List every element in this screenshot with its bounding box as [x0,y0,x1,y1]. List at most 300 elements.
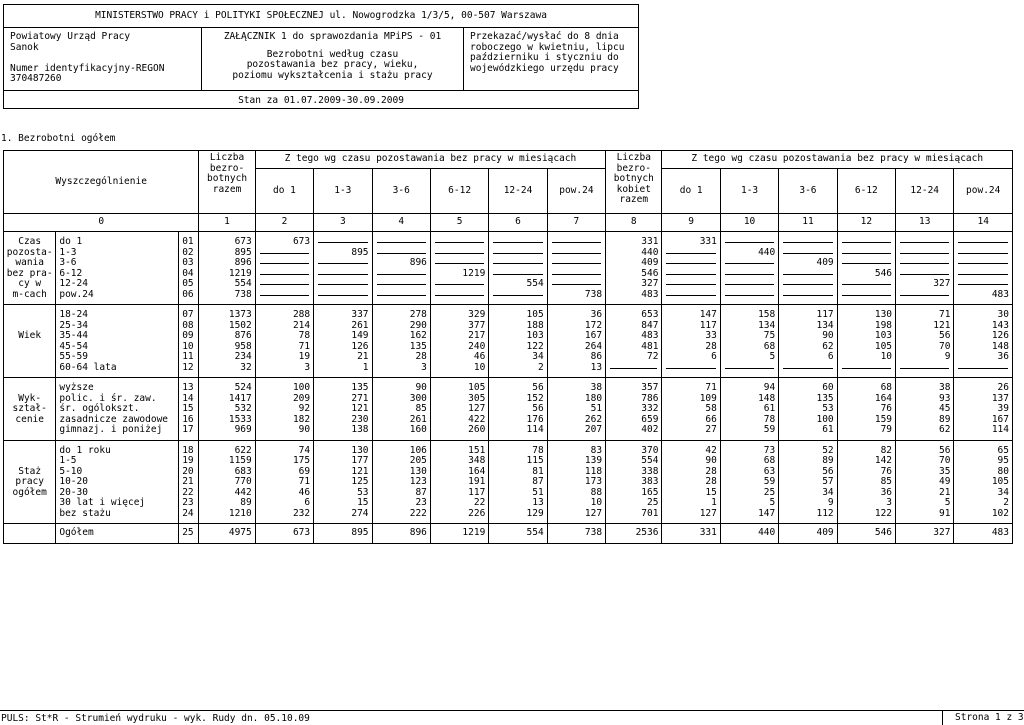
value-cell-line: 177 [351,455,369,466]
row-number-line: 11 [182,351,194,362]
empty-dash [377,248,426,254]
value-cell-line: 68 [763,340,776,352]
value-cell-line: 100 [816,413,834,425]
empty-dash [493,290,542,296]
value-cell-line: 261 [351,319,369,331]
value-cell-line: 332 [641,403,659,414]
total-value: 673 [255,524,313,544]
table-group-row [4,232,1013,305]
value-cell-line: 214 [292,319,311,331]
report-title-2: pozostawania bez pracy, wieku, [246,59,419,70]
value-cell-line: 121 [351,403,369,414]
value-cell-line: 9 [827,497,834,508]
value-cell-line [259,279,310,290]
row-name-line: śr. ogólokszt. [59,403,140,414]
value-cell-line: 142 [874,455,893,466]
value-cell-line: 85 [880,476,893,487]
value-cell-line [957,363,1009,374]
value-cell-line: 75 [763,330,776,341]
row-number-line: 18 [182,444,194,456]
row-number-line: 08 [182,319,194,331]
empty-dash [842,363,891,369]
send-line: Przekazać/wysłać do 8 dnia [470,31,619,42]
group-label [4,232,56,305]
empty-dash [842,248,891,254]
value-cell-line: 122 [874,507,893,519]
value-cell-line: 958 [234,340,252,352]
empty-dash [260,269,309,275]
value-cell [606,440,662,524]
value-cell-line: 1 [711,497,717,508]
value-cell-line: 71 [298,476,311,487]
total-value: 4975 [199,524,255,544]
value-cell-line: 232 [292,507,311,519]
value-cell-line: 28 [705,340,717,352]
ministry-line: MINISTERSTWO PRACY i POLITYKI SPOŁECZNEJ ul. Nowogrodzka 1/3/5, 00-507 Warszawa [4,5,638,28]
group-label [4,305,56,378]
value-cell [430,440,488,524]
value-cell-line: 86 [590,351,603,362]
column-number: 3 [314,214,372,232]
value-cell-line [492,248,543,259]
column-number: 12 [837,214,895,232]
column-number: 10 [720,214,778,232]
value-cell [837,232,895,305]
value-cell-line [259,258,310,269]
value-cell [314,232,372,305]
value-cell-line: 409 [641,257,659,268]
empty-dash [725,290,774,296]
value-cell-line [957,279,1009,290]
value-cell-line: 173 [584,476,603,487]
value-cell-line: 290 [409,319,427,331]
value-cell-line: 105 [991,476,1009,487]
month-header: 3-6 [372,169,430,214]
value-cell-line: 165 [641,486,659,498]
value-cell-line [841,363,892,374]
row-number-line: 24 [182,507,194,519]
footer-print-info: PULS: St*R - Strumień wydruku - wyk. Rudy dn. 05.10.09 [1,713,310,724]
value-cell-line: 51 [590,403,603,414]
report-title-3: poziomu wykształcenia i stażu pracy [232,69,433,81]
row-number-line: 04 [182,267,194,279]
value-cell-line: 21 [938,486,951,498]
value-cell-line: 10 [473,361,486,373]
value-cell-line: 483 [641,330,659,341]
empty-dash [842,258,891,264]
value-cell-line: 28 [705,476,717,487]
value-cell [547,378,605,441]
value-cell-line: 895 [351,246,369,258]
value-cell-line: 175 [292,455,311,466]
column-number: 1 [199,214,255,232]
empty-dash [435,279,484,285]
empty-dash [725,237,774,243]
empty-dash [725,269,774,275]
value-cell-line: 701 [641,507,659,519]
row-name-line: 45-54 [59,340,88,352]
value-cell [372,440,430,524]
value-cell-line: 260 [468,424,486,435]
value-cell-line: 130 [351,444,369,456]
value-cell-line: 409 [816,257,834,268]
value-cell-line: 1210 [228,507,252,519]
value-cell [837,305,895,378]
value-cell-line: 78 [763,413,776,425]
row-number-line: 23 [182,497,194,508]
value-cell-line: 106 [409,444,427,456]
value-cell-line: 327 [641,278,659,289]
value-cell-line: 72 [647,351,659,362]
group-label-line: pracy [15,476,44,487]
value-cell [255,378,313,441]
value-cell-line [434,248,485,259]
women-header [606,151,662,214]
value-cell-line: 135 [351,382,369,393]
empty-dash [842,279,891,285]
row-number [179,440,199,524]
value-cell [199,440,255,524]
value-cell-line: 440 [641,246,659,258]
row-number-line: 16 [182,413,194,425]
value-cell-line: 89 [822,455,834,466]
value-cell-line [841,237,892,248]
group-label-line: pozosta- [6,246,53,258]
spec-header: Wyszczególnienie [4,151,199,214]
empty-dash [377,279,426,285]
value-cell-line: 117 [468,486,486,498]
title-cell [202,27,464,90]
value-cell [662,440,720,524]
value-cell-line: 53 [822,403,834,414]
empty-dash [493,269,542,275]
months-group-header: Z tego wg czasu pozostawania bez pracy w miesiącach [255,151,605,169]
value-cell-line: 83 [590,444,603,456]
row-name-line: wyższe [59,382,94,393]
value-cell-line: 36 [997,351,1009,362]
value-cell-line: 34 [997,486,1009,498]
value-cell-line: 5 [769,351,776,362]
value-cell [837,440,895,524]
value-cell-line: 554 [526,278,544,289]
value-cell-line: 546 [874,267,893,279]
value-cell-line: 36 [590,309,603,320]
row-number-line: 13 [182,382,194,393]
value-cell-line [724,290,775,301]
value-cell-line [551,269,602,280]
value-cell-line: 13 [590,361,603,373]
value-cell-line [957,269,1009,280]
value-cell-line: 6 [711,351,717,362]
value-cell-line [724,279,775,290]
value-cell-line: 39 [997,403,1009,414]
column-number: 4 [372,214,430,232]
empty-dash [783,363,832,369]
row-number [179,378,199,441]
value-cell-line: 27 [705,424,717,435]
row-name-line: zasadnicze zawodowe [59,413,169,425]
value-cell-line: 1533 [228,413,252,425]
value-cell [489,232,547,305]
value-cell [430,378,488,441]
value-cell-line: 226 [468,507,486,519]
value-cell-line: 114 [526,424,544,435]
value-cell-line: 70 [938,340,951,352]
value-cell-line: 198 [874,319,893,331]
value-cell-line: 56 [938,444,951,456]
value-cell-line [782,363,833,374]
value-cell-line: 222 [409,507,427,519]
value-cell-line: 80 [997,465,1009,477]
month-header: do 1 [662,169,720,214]
header-line: bezro- [616,162,651,174]
empty-dash [958,258,1008,264]
value-cell-line: 73 [763,444,776,456]
empty-dash [552,248,601,254]
empty-dash [552,279,601,285]
office-cell [4,27,202,90]
value-cell-line: 89 [240,497,252,508]
month-header: 3-6 [779,169,837,214]
value-cell-line: 56 [532,382,544,393]
regon-label: Numer identyfikacyjny-REGON [10,62,165,74]
value-cell-line [492,237,543,248]
value-cell [430,305,488,378]
value-cell [606,232,662,305]
column-number: 7 [547,214,605,232]
report-title-1: Bezrobotni według czasu [266,48,399,60]
value-cell-line: 34 [532,351,544,362]
value-cell-line: 115 [526,455,544,466]
total-value: 895 [314,524,372,544]
column-number: 2 [255,214,313,232]
value-cell-line: 261 [409,413,427,425]
value-cell-line: 786 [641,392,659,404]
value-cell [779,440,837,524]
value-cell-line [665,258,716,269]
value-cell-line [376,279,427,290]
empty-dash [318,279,367,285]
row-name-line: polic. i śr. zaw. [59,392,157,404]
total-value: 1219 [430,524,488,544]
value-cell-line: 105 [526,309,544,320]
value-cell-line: 264 [584,340,603,352]
empty-dash [377,290,426,296]
value-cell-line: 114 [991,424,1009,435]
value-cell [896,440,954,524]
value-cell-line: 57 [822,476,834,487]
value-cell-line: 10 [880,351,893,362]
value-cell-line: 262 [584,413,603,425]
empty-dash [610,363,657,369]
group-label-line: bez pra- [6,267,53,279]
value-cell-line: 102 [991,507,1009,519]
row-number-line: 15 [182,403,194,414]
group-label-line: m-cach [12,288,47,300]
value-cell [489,440,547,524]
value-cell-line: 300 [409,392,427,404]
value-cell-line: 71 [938,309,951,320]
value-cell-line: 45 [938,403,951,414]
value-cell-line: 79 [880,424,893,435]
value-cell [199,305,255,378]
value-cell-line: 554 [234,278,252,289]
value-cell-line: 28 [415,351,427,362]
value-cell-line: 160 [409,424,427,435]
value-cell-line: 164 [874,392,893,404]
attachment-label: ZAŁĄCZNIK 1 do sprawozdania MPiPS - 01 [223,31,442,42]
value-cell-line: 76 [880,403,893,414]
value-cell-line [551,258,602,269]
value-cell-line: 126 [991,330,1009,341]
value-cell-line: 271 [351,392,369,404]
value-cell-line: 28 [705,465,717,477]
value-cell [779,378,837,441]
value-cell-line: 109 [699,392,717,404]
header-line: Liczba [616,152,651,163]
value-cell [779,305,837,378]
value-cell-line: 127 [584,507,603,519]
value-cell-line: 442 [234,486,252,498]
value-cell [199,378,255,441]
value-cell-line: 81 [532,465,544,477]
value-cell-line: 158 [758,309,776,320]
value-cell-line: 121 [351,465,369,477]
empty-dash [900,237,949,243]
empty-dash [493,258,542,264]
row-name-line: 5-10 [59,465,83,477]
value-cell-line: 377 [468,319,486,331]
value-cell-line: 3 [886,497,893,508]
empty-dash [318,258,367,264]
value-cell-line: 103 [874,330,893,341]
value-cell-line: 15 [705,486,717,498]
value-cell [954,305,1013,378]
value-cell-line: 191 [468,476,486,487]
value-cell-line: 90 [822,330,834,341]
value-cell [720,232,778,305]
row-name [56,232,179,305]
value-cell-line: 139 [584,455,603,466]
value-cell-line: 85 [415,403,427,414]
header-line: razem [212,183,242,195]
value-cell-line: 182 [292,413,311,425]
value-cell-line [492,290,543,301]
value-cell [896,305,954,378]
month-header: 1-3 [720,169,778,214]
empty-dash [260,290,309,296]
value-cell-line: 1373 [228,309,252,320]
total-value: 331 [662,524,720,544]
value-cell [779,232,837,305]
month-header: 1-3 [314,169,372,214]
value-cell-line: 180 [584,392,603,404]
value-cell-line: 274 [351,507,369,519]
value-cell-line: 659 [641,413,659,425]
value-cell-line: 42 [705,444,717,456]
empty-dash [493,237,542,243]
value-cell-line: 49 [938,476,951,487]
row-name-line: 12-24 [59,278,88,289]
value-cell-line: 440 [758,246,776,258]
value-cell-line: 30 [997,309,1009,320]
value-cell-line: 76 [880,465,893,477]
value-cell-line: 117 [699,319,717,331]
total-value: 896 [372,524,430,544]
value-cell-line: 19 [298,351,311,362]
group-label [4,440,56,524]
value-cell-line [957,248,1009,259]
empty-dash [552,269,601,275]
row-name-line: gimnazj. i poniżej [59,424,163,435]
value-cell-line: 1219 [228,267,252,279]
row-name-line: 20-30 [59,486,88,498]
value-cell-line: 93 [938,392,951,404]
value-cell-line: 68 [880,382,893,393]
column-number: 11 [779,214,837,232]
column-number: 8 [606,214,662,232]
row-name-line: do 1 roku [59,444,111,456]
value-cell-line: 1417 [228,392,252,404]
row-name-line: 1-3 [59,246,77,258]
women-months-group-header: Z tego wg czasu pozostawania bez pracy w miesiącach [662,151,1013,169]
value-cell-line: 546 [641,267,659,279]
value-cell-line [259,248,310,259]
value-cell-line: 9 [944,351,951,362]
value-cell-line [434,279,485,290]
value-cell-line: 137 [991,392,1009,404]
value-cell-line: 278 [409,309,427,320]
empty-dash [666,279,715,285]
value-cell-line: 51 [532,486,544,498]
value-cell-line [665,269,716,280]
row-number-line: 22 [182,486,194,498]
empty-dash [666,258,715,264]
value-cell [255,305,313,378]
value-cell-line: 117 [816,309,834,320]
group-label-line: ogółem [12,486,47,498]
value-cell-line [899,290,950,301]
value-cell-line: 329 [468,309,486,320]
month-header: 6-12 [837,169,895,214]
value-cell-line: 34 [822,486,834,498]
value-cell-line: 91 [938,507,951,519]
value-cell-line: 82 [880,444,893,456]
value-cell-line: 172 [584,319,603,331]
value-cell-line: 134 [816,319,834,331]
value-cell [837,378,895,441]
value-cell-line [665,290,716,301]
value-cell-line: 56 [532,403,544,414]
group-label-line: ształ- [12,403,47,414]
value-cell-line: 63 [763,465,776,477]
value-cell-line [492,258,543,269]
month-header: pow.24 [547,169,605,214]
value-cell-line: 147 [699,309,717,320]
month-header: 12-24 [896,169,954,214]
row-number-line: 07 [182,309,194,320]
value-cell-line: 738 [234,288,252,300]
value-cell [489,378,547,441]
value-cell-line: 127 [699,507,717,519]
row-name-line: 30 lat i więcej [59,497,146,508]
column-numbers-row [4,214,1013,232]
value-cell-line [259,290,310,301]
empty-dash [377,237,426,243]
empty-dash [958,237,1008,243]
value-cell-line: 3 [304,361,311,373]
empty-dash [435,290,484,296]
